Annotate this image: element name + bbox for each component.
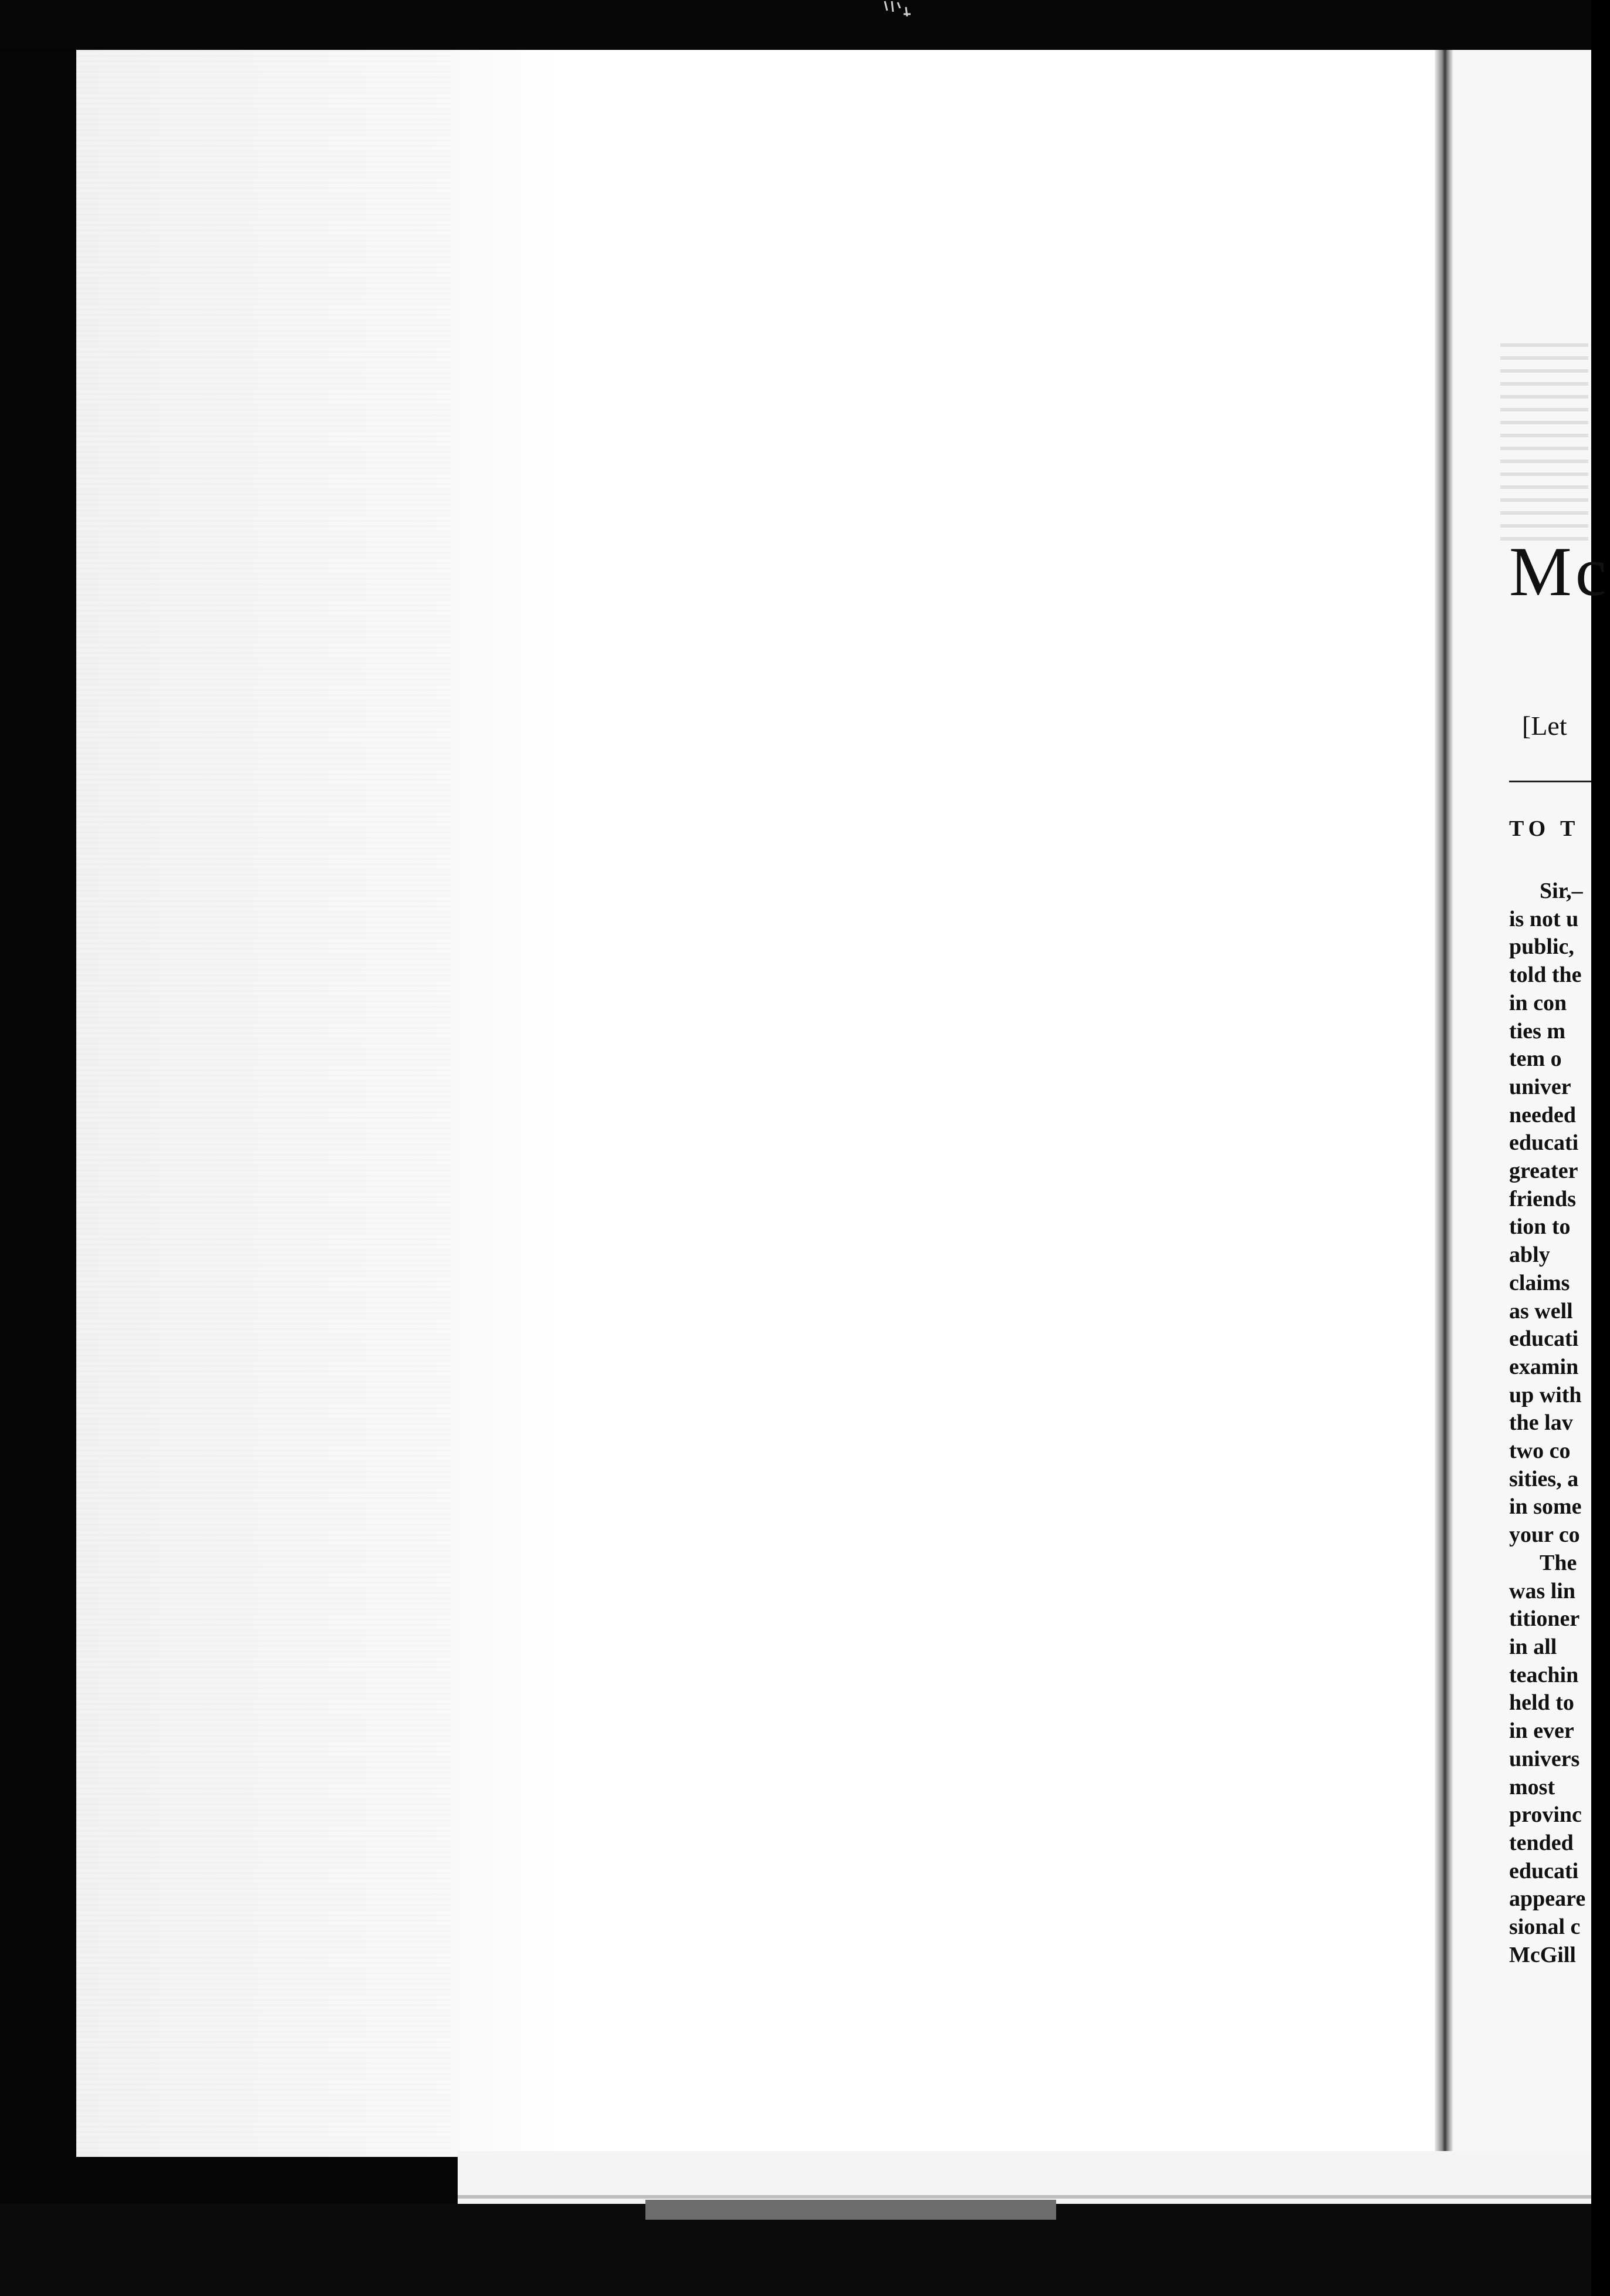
top-scan-mark	[880, 0, 921, 19]
text-line: friends	[1509, 1186, 1576, 1211]
text-line: up with	[1509, 1382, 1582, 1407]
text-line: your co	[1509, 1522, 1580, 1548]
text-line: titioner	[1509, 1606, 1580, 1632]
document-page-right	[1453, 50, 1610, 2210]
text-line: two co	[1509, 1439, 1571, 1464]
text-line: ably	[1509, 1242, 1550, 1268]
text-line: in ever	[1509, 1718, 1574, 1744]
document-heading: Mc	[1509, 532, 1610, 610]
text-line: appeare	[1509, 1886, 1586, 1912]
text-line: in some	[1509, 1494, 1582, 1520]
text-line: The	[1540, 1550, 1577, 1575]
text-line: teachin	[1509, 1662, 1579, 1687]
text-line: McGill	[1509, 1942, 1576, 1967]
text-line: educati	[1509, 1858, 1579, 1883]
text-line: needed	[1509, 1102, 1576, 1127]
text-line: educati	[1509, 1130, 1579, 1156]
heading-rule	[1509, 781, 1591, 782]
text-line: public,	[1509, 934, 1574, 960]
text-line: was lin	[1509, 1578, 1575, 1603]
text-line: ties m	[1509, 1018, 1566, 1044]
text-line: educati	[1509, 1326, 1579, 1352]
text-line: in all	[1509, 1634, 1557, 1659]
text-line: sities, a	[1509, 1466, 1579, 1491]
text-line: tion to	[1509, 1214, 1571, 1240]
text-line: held to	[1509, 1690, 1574, 1716]
text-line: as well	[1509, 1298, 1573, 1323]
text-line: greater	[1509, 1159, 1578, 1184]
text-line: examin	[1509, 1354, 1579, 1379]
text-line: tem o	[1509, 1046, 1562, 1072]
text-line: in con	[1509, 990, 1567, 1015]
flyleaf-texture	[76, 50, 452, 2157]
text-line: the lav	[1509, 1410, 1573, 1436]
text-line: told the	[1509, 963, 1582, 988]
text-line: most	[1509, 1774, 1555, 1799]
text-line: univers	[1509, 1746, 1580, 1771]
bottom-scan-scrap	[645, 2200, 1056, 2220]
letter-body	[1509, 877, 1585, 1969]
text-line: is not u	[1509, 906, 1579, 931]
top-scan-border	[0, 0, 1591, 50]
text-line: univer	[1509, 1074, 1571, 1099]
text-line: Sir,–	[1540, 879, 1583, 903]
text-line: provinc	[1509, 1802, 1582, 1828]
bleed-through-text	[1500, 343, 1588, 549]
page-gutter	[1435, 50, 1453, 2210]
bottom-paper-edge	[458, 2195, 1591, 2199]
document-subtitle: [Let	[1522, 711, 1567, 741]
text-line: sional c	[1509, 1915, 1581, 1940]
text-line: tended	[1509, 1830, 1574, 1855]
text-line: claims	[1509, 1270, 1570, 1295]
letter-address: TO T	[1509, 816, 1580, 841]
